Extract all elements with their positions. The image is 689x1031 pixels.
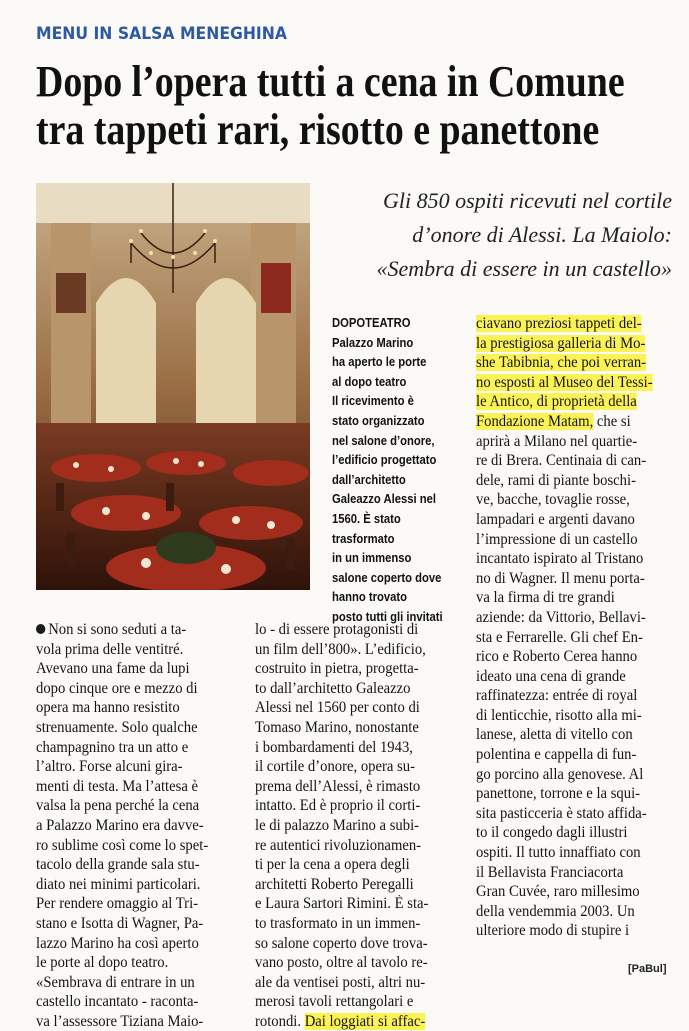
highlighted-text: le Antico, di proprietà della [476,393,637,411]
headline [36,57,625,154]
caption-line: nel salone d’onore, [332,433,435,448]
body-line: Tomaso Marino, nonostante [255,718,419,736]
body-line: menti di testa. Ma l’attesa è [36,777,199,795]
body-line: opera ma hanno resistito [36,699,180,717]
body-line: ti per la cena a opera degli [255,856,410,874]
body-line [476,373,672,393]
subheadline-line-3: «Sembra di essere in un castello» [376,256,672,281]
body-line: ospiti. Il tutto innaffiato con [476,844,641,862]
body-line: ve, bacche, tovaglie rosse, [476,491,630,509]
body-line: va l’assessore Tiziana Maio- [36,1012,204,1030]
body-line: il Bellavista Franciacorta [476,863,624,881]
photo-caption [332,314,462,628]
body-line: re di Brera. Centinaia di can- [476,452,647,470]
body-line: lampadari e argenti davano [476,510,635,528]
body-line: della vendemmia 2003. Un [476,902,635,920]
body-line [476,392,672,412]
body-line: intatto. Ed è proprio il corti- [255,797,421,815]
body-line: strenuamente. Solo qualche [36,718,198,736]
body-line [36,620,230,640]
body-line: vano posto, oltre al tavolo re- [255,954,428,972]
banquet-hall-illustration [36,183,310,590]
caption-line: DOPOTEATRO [332,316,411,330]
body-line: di lenticchie, risotto alla mi- [476,706,642,724]
caption-line: hanno trovato [332,590,408,605]
body-line: costruito in pietra, progetta- [255,660,419,678]
headline-line-2: tra tappeti rari, risotto e panettone [36,105,600,154]
body-line: ale da ventisei posti, altri nu- [255,973,426,991]
body-line: prema dell’Alessi, è rimasto [255,777,421,795]
body-line: to il congedo dagli illustri [476,824,628,842]
highlighted-text: Dai loggiati si affac- [304,1012,426,1030]
caption-line: al dopo teatro [332,374,407,389]
caption-line: in un immenso [332,551,412,566]
body-line: «Sembrava di entrare in un [36,973,195,991]
body-line: tacolo della grande sala stu- [36,856,200,874]
highlighted-text: no esposti al Museo del Tessi- [476,373,653,391]
body-line [476,412,672,432]
body-line: lo - di essere protagonisti di [255,621,419,638]
highlighted-text: Fondazione Matam, [476,412,594,430]
body-line: polentina e cappella di fun- [476,746,637,764]
body-line: castello incantato - raconta- [36,993,199,1011]
body-line: no di Wagner. Il menu porta- [476,569,645,587]
highlighted-text: she Tabibnia, che poi verran- [476,354,647,372]
body-line: rico e Roberto Cerea hanno [476,648,638,666]
body-line: raffinatezza: entrée di royal [476,687,638,705]
caption-line: posto tutti gli invitati [332,609,443,624]
body-line: so salone coperto dove trova- [255,934,428,952]
body-line-text: Non si sono seduti a ta- [48,621,187,638]
bullet-icon [36,624,45,634]
caption-line: Il ricevimento è [332,394,414,409]
highlighted-text: la prestigiosa galleria di Mo- [476,334,646,352]
body-line: Gran Cuvée, raro millesimo [476,883,640,901]
body-line: valsa la pena perché la cena [36,797,200,815]
author-credit: [PaBul] [628,963,667,975]
body-column-1 [36,620,242,1031]
body-line-text: rotondi. [255,1012,302,1030]
body-line: a Palazzo Marino era davve- [36,816,204,834]
body-line [476,334,672,354]
body-line: dele, rami di piante boschi- [476,471,636,489]
body-line: Per rendere omaggio al Tri- [36,895,199,913]
body-line: un film dell’800». L’edificio, [255,640,426,658]
caption-line: trasformato [332,531,395,546]
body-line: stano e Isotta di Wagner, Pa- [36,914,204,932]
body-line: vola prima delle ventitré. [36,640,184,658]
body-line: sta e Ferrarelle. Gli chef En- [476,628,643,646]
caption-line: l’edificio progettato [332,453,437,468]
body-line: architetti Roberto Peregalli [255,875,414,893]
body-column-2 [255,620,461,1031]
headline-line-1: Dopo l’opera tutti a cena in Comune [36,57,625,106]
body-line: e Laura Sartori Rimini. È sta- [255,895,429,913]
body-line: aziende: da Vittorio, Bellavi- [476,608,646,626]
body-line [255,1012,449,1031]
caption-line: ha aperto le porte [332,355,427,370]
body-line: re autentici rivoluzionamen- [255,836,422,854]
body-line [476,353,672,373]
body-line: lanese, aletta di vitello con [476,726,633,744]
caption-line: stato organizzato [332,413,425,428]
body-line: merosi tavoli rettangolari e [255,993,414,1011]
caption-line: 1560. È stato [332,511,401,526]
body-line: aprirà a Milano nel quartie- [476,432,638,450]
body-line: l’altro. Forse alcuni gira- [36,758,183,776]
body-line: Alessi nel 1560 per conto di [255,699,420,717]
body-line: va la firma di tre grandi [476,589,615,607]
subheadline [320,184,672,286]
body-line: to trasformato in un immen- [255,914,421,932]
caption-line: salone coperto dove [332,570,442,585]
body-line: i bombardamenti del 1943, [255,738,413,756]
body-line: ideato una cena di grande [476,667,626,685]
subheadline-line-2: d’onore di Alessi. La Maiolo: [412,222,672,247]
body-line: incantato ispirato al Tristano [476,550,644,568]
body-line [476,314,672,334]
body-line: le di palazzo Marino a subi- [255,816,420,834]
body-line: ro sublime così come lo spet- [36,836,209,854]
section-kicker: MENU IN SALSA MENEGHINA [36,24,287,44]
caption-line: Galeazzo Alessi nel [332,492,437,507]
body-line: sita pasticceria è stato affida- [476,804,647,822]
body-line: panettone, torrone e la squi- [476,785,641,803]
body-line: to dall’architetto Galeazzo [255,679,411,697]
highlighted-text: ciavano preziosi tappeti del- [476,315,642,332]
body-line: le porte al dopo teatro. [36,954,169,972]
body-line: champagnino tra un atto e [36,738,189,756]
body-line: l’impressione di un castello [476,530,638,548]
body-column-3 [476,314,684,941]
body-line: Avevano una fame da lupi [36,660,190,678]
body-line: ulteriore modo di stupire i [476,922,630,940]
body-line: diato nei minimi particolari. [36,875,201,893]
body-line: il cortile d’onore, opera su- [255,758,415,776]
banquet-hall-photo [36,183,310,590]
body-line: go porcino alla genovese. Al [476,765,644,783]
body-line: dopo cinque ore e mezzo di [36,679,198,697]
subheadline-line-1: Gli 850 ospiti ricevuti nel cortile [382,188,672,213]
body-line: lazzo Marino ha così aperto [36,934,199,952]
caption-line: dall’architetto [332,472,406,487]
body-line-text: che si [593,412,631,430]
caption-line: Palazzo Marino [332,335,414,350]
